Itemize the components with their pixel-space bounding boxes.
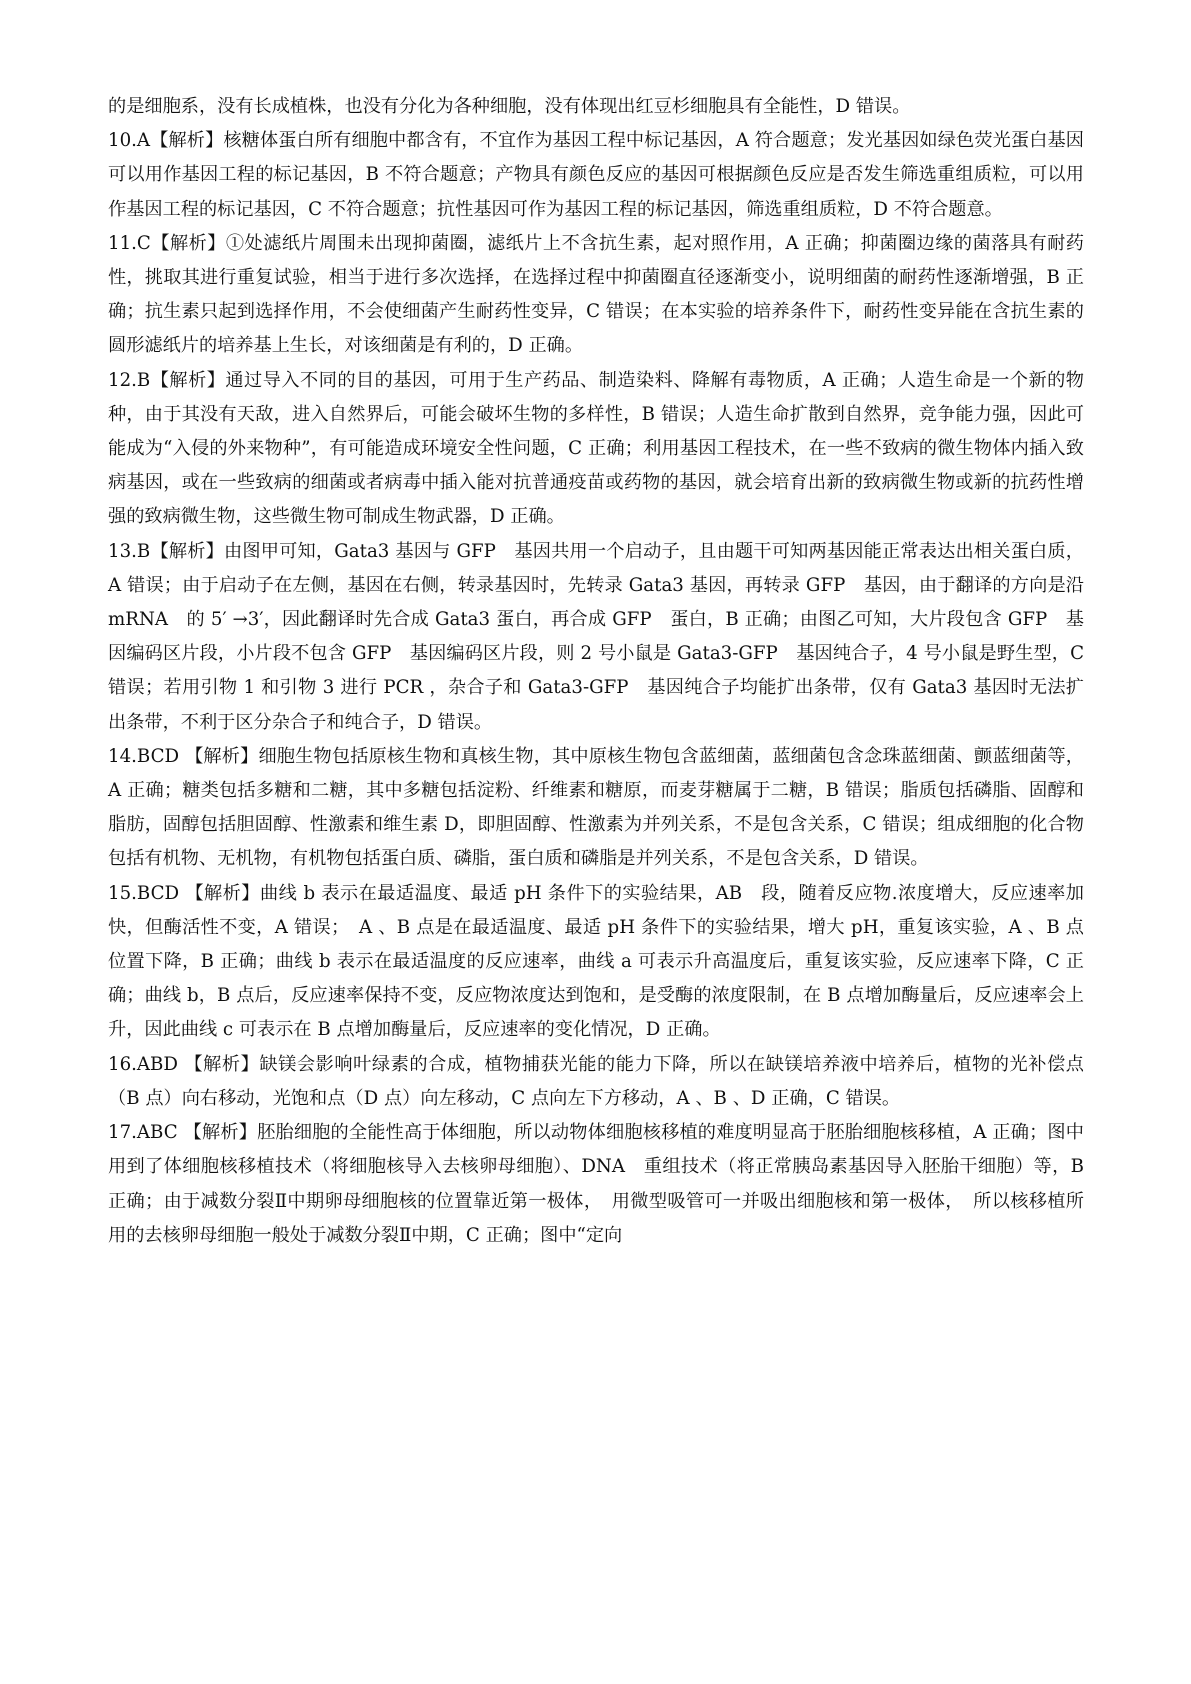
answer-14-explanation: 14.BCD 【解析】细胞生物包括原核生物和真核生物，其中原核生物包含蓝细菌，蓝细菌包含念珠蓝细菌、颤蓝细菌等，A 正确；糖类包括多糖和二糖，其中多糖包括淀粉、纤维素和糖原，而麦芽糖属于二糖，B 错误；脂质包括磷脂、固醇和脂肪，固醇包括胆固醇、性激素和维生素 D，即胆固醇、性激素为并列关系，不是包含关系，C 错误；组成细胞的化合物包括有机物、无机物，有机物包括蛋白质、磷脂，蛋白质和磷脂是并列关系，不是包含关系，D 错误。 <box>108 745 1084 870</box>
paragraph-continuation: 的是细胞系，没有长成植株，也没有分化为各种细胞，没有体现出红豆杉细胞具有全能性，D 错误。 <box>108 96 911 117</box>
answer-12-explanation: 12.B【解析】通过导入不同的目的基因，可用于生产药品、制造染料、降解有毒物质，A 正确；人造生命是一个新的物种，由于其没有天敌，进入自然界后，可能会破坏生物的多样性，B 错误；人造生命扩散到自然界，竞争能力强，因此可能成为“入侵的外来物种”，有可能造成环境安全性问题，C 正确；利用基因工程技术，在一些不致病的微生物体内插入致病基因，或在一些致病的细菌或者病毒中插入能对抗普通疫苗或药物的基因，就会培育出新的致病微生物或新的抗药性增强的致病微生物，这些微生物可制成生物武器，D 正确。 <box>108 369 1084 528</box>
answer-16-explanation: 16.ABD 【解析】缺镁会影响叶绿素的合成，植物捕获光能的能力下降，所以在缺镁培养液中培养后，植物的光补偿点（B 点）向右移动，光饱和点（D 点）向左移动，C 点向左下方移动，A 、B 、D 正确，C 错误。 <box>108 1053 1084 1109</box>
answer-10-explanation: 10.A【解析】核糖体蛋白所有细胞中都含有，不宜作为基因工程中标记基因，A 符合题意；发光基因如绿色荧光蛋白基因可以用作基因工程的标记基因，B 不符合题意；产物具有颜色反应的基因可根据颜色反应是否发生筛选重组质粒，可以用作基因工程的标记基因，C 不符合题意；抗性基因可作为基因工程的标记基因，筛选重组质粒，D 不符合题意。 <box>108 130 1084 220</box>
answer-11-explanation: 11.C【解析】①处滤纸片周围未出现抑菌圈，滤纸片上不含抗生素，起对照作用，A 正确；抑菌圈边缘的菌落具有耐药性，挑取其进行重复试验，相当于进行多次选择，在选择过程中抑菌圈直径逐渐变小，说明细菌的耐药性逐渐增强，B 正确；抗生素只起到选择作用，不会使细菌产生耐药性变异，C 错误；在本实验的培养条件下，耐药性变异能在含抗生素的圆形滤纸片的培养基上生长，对该细菌是有利的，D 正确。 <box>108 232 1084 357</box>
answer-15-explanation: 15.BCD 【解析】曲线 b 表示在最适温度、最适 pH 条件下的实验结果，AB 段，随着反应物.浓度增大，反应速率加快，但酶活性不变，A 错误； A 、B 点是在最适温度、最适 pH 条件下的实验结果，增大 pH，重复该实验，A 、B 点位置下降，B 正确；曲线 b 表示在最适温度的反应速率，曲线 a 可表示升高温度后，重复该实验，反应速率下降，C 正确；曲线 b，B 点后，反应速率保持不变，反应物浓度达到饱和，是受酶的浓度限制，在 B 点增加酶量后，反应速率会上升，因此曲线 c 可表示在 B 点增加酶量后，反应速率的变化情况，D 正确。 <box>108 882 1084 1041</box>
answer-17-explanation: 17.ABC 【解析】胚胎细胞的全能性高于体细胞，所以动物体细胞核移植的难度明显高于胚胎细胞核移植，A 正确；图中用到了体细胞核移植技术（将细胞核导入去核卵母细胞）、DNA 重组技术（将正常胰岛素基因导入胚胎干细胞）等，B 正确；由于减数分裂Ⅱ中期卵母细胞核的位置靠近第一极体， 用微型吸管可一并吸出细胞核和第一极体， 所以核移植所用的去核卵母细胞一般处于减数分裂Ⅱ中期，C 正确；图中“定向 <box>108 1122 1084 1246</box>
document-page <box>108 90 1084 1253</box>
answer-13-explanation: 13.B【解析】由图甲可知，Gata3 基因与 GFP 基因共用一个启动子，且由题干可知两基因能正常表达出相关蛋白质，A 错误；由于启动子在左侧，基因在右侧，转录基因时，先转录 Gata3 基因，再转录 GFP 基因，由于翻译的方向是沿 mRNA 的 5′ →3′，因此翻译时先合成 Gata3 蛋白，再合成 GFP 蛋白，B 正确；由图乙可知，大片段包含 GFP 基因编码区片段，小片段不包含 GFP 基因编码区片段，则 2 号小鼠是 Gata3-GFP 基因纯合子，4 号小鼠是野生型，C 错误；若用引物 1 和引物 3 进行 PCR ，杂合子和 Gata3-GFP 基因纯合子均能扩出条带，仅有 Gata3 基因时无法扩出条带，不利于区分杂合子和纯合子，D 错误。 <box>108 540 1084 733</box>
